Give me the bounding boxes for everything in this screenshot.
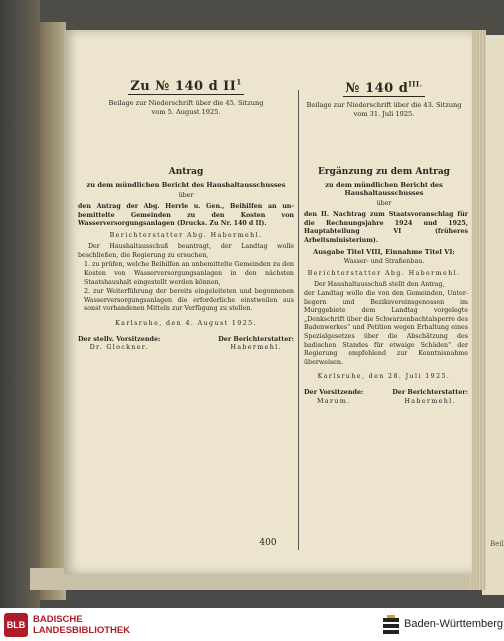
right-subheading-2: vom 31. Juli 1925. (353, 110, 415, 119)
left-reporter: Berichterstatter Abg. Habermehl. (109, 231, 263, 239)
right-signatures (304, 388, 468, 405)
right-sig-right-name: Habermehl. (404, 396, 456, 405)
scan-top-band (40, 0, 504, 34)
left-motion: den Antrag der Abg. Herrle u. Gen., Beihilfen an unbemittelte Gemeinden zu den Kosten von Wasserversorgungsanlagen (Drucks. Zu Nr. 140 d II). (78, 202, 294, 228)
left-paragraph-2: 1. zu prüfen, welche Beihilfen an unbemittelte Gemeinden zu den Kosten von Wasserversorgungsanlagen in den nächsten Staatshaushalt eingestellt werden können, (84, 261, 294, 286)
right-heading-number: № 140 d (345, 81, 409, 97)
right-reporter: Berichterstatter Abg. Habermehl. (307, 269, 461, 277)
right-column (296, 30, 472, 405)
page-number: 400 (259, 538, 277, 548)
right-sig-left-name: Marum. (317, 396, 351, 405)
blb-library-name[interactable] (33, 614, 130, 636)
right-motion: den II. Nachtrag zum Staatsvoranschlag für die Rechnungsjahre 1924 und 1925, Hauptabteilung VI (früheres Arbeitsministerium). (304, 210, 468, 244)
blb-line-2: LANDESBIBLIOTHEK (33, 625, 131, 636)
left-heading-prefix: Zu (130, 79, 151, 95)
bw-label[interactable]: Baden-Württemberg (404, 618, 504, 630)
bw-lions-icon[interactable] (382, 615, 400, 635)
page-stack-edge (470, 30, 486, 590)
left-ueber: über (178, 192, 194, 200)
left-title: Antrag (168, 167, 204, 178)
right-sig-right-label: Der Berichterstatter: (392, 388, 468, 397)
left-column (72, 30, 300, 352)
left-subheading-1: Beilage zur Niederschrift über die 45. Sitzung (108, 99, 264, 108)
right-sig-left-label: Der Vorsitzende: (304, 388, 364, 397)
left-place-date: Karlsruhe, den 4. August 1925. (115, 320, 257, 328)
left-sig-left-label: Der stellv. Vorsitzende: (78, 334, 161, 343)
blb-line-1: BADISCHE (33, 614, 83, 625)
left-heading-sup: 1 (236, 78, 242, 87)
left-heading (72, 78, 300, 94)
right-section-2: Wasser- und Straßenbau. (343, 258, 425, 266)
next-page-fragment: Beil (490, 540, 504, 548)
right-place-date: Karlsruhe, den 28. Juli 1925. (317, 373, 451, 381)
left-paragraph-1: Der Haushaltausschuß beantragt, der Landtag wolle beschließen, die Regierung zu ersuchen, (78, 243, 294, 259)
left-sig-left-name: Dr. Glockner. (89, 343, 149, 352)
footer-bar (0, 608, 504, 641)
left-intro: zu dem mündlichen Bericht des Haushaltausschusses (86, 181, 286, 190)
document-page (64, 30, 472, 574)
left-subheading-2: vom 5. August 1925. (151, 108, 221, 117)
left-sig-right-label: Der Berichterstatter: (218, 334, 294, 343)
left-signatures (78, 335, 294, 352)
right-subheading-1: Beilage zur Niederschrift über die 43. Sitzung (306, 101, 462, 110)
blb-logo-icon[interactable]: BLB (4, 613, 28, 637)
right-section-1: Ausgabe Titel VIII, Einnahme Titel VI: (313, 248, 455, 257)
right-paragraph-2: der Landtag wolle die von den Gemeinden, Unterliegern und Beziksvereinsgenossen im Murggebiete dem Landtag vorgelegte „Denkschrift über die Schwarzenbachtalsperre des Badenwerkes“ und Petition wegen Erhaltung eines Spezialgesetzes über die Abschätzung des badischen Standes für etwaige Schäden“ der Regierung empfehlend zur Kenntnisnahme überweisen. (304, 290, 468, 366)
right-title: Ergänzung zu dem Antrag (318, 167, 450, 178)
scan-binding-left (0, 0, 40, 608)
book-spine (40, 22, 66, 600)
right-ueber: über (376, 200, 392, 208)
left-heading-number: № 140 d II (155, 79, 237, 95)
left-paragraph-3: 2. zur Weiterführung der bereits eingeleiteten und begonnenen Wasserversorgungsanlagen die erforderliche einstweilen aus sonst vorhandenen Mitteln zur Verfügung zu stellen. (84, 288, 294, 313)
right-intro: zu dem mündlichen Bericht des Haushaltausschusses (325, 181, 443, 198)
right-heading (296, 80, 472, 96)
right-paragraph-1: Der Haushaltausschuß stellt den Antrag, (314, 281, 445, 289)
right-heading-sup: III. (408, 80, 423, 89)
left-sig-right-name: Habermehl. (230, 343, 282, 352)
